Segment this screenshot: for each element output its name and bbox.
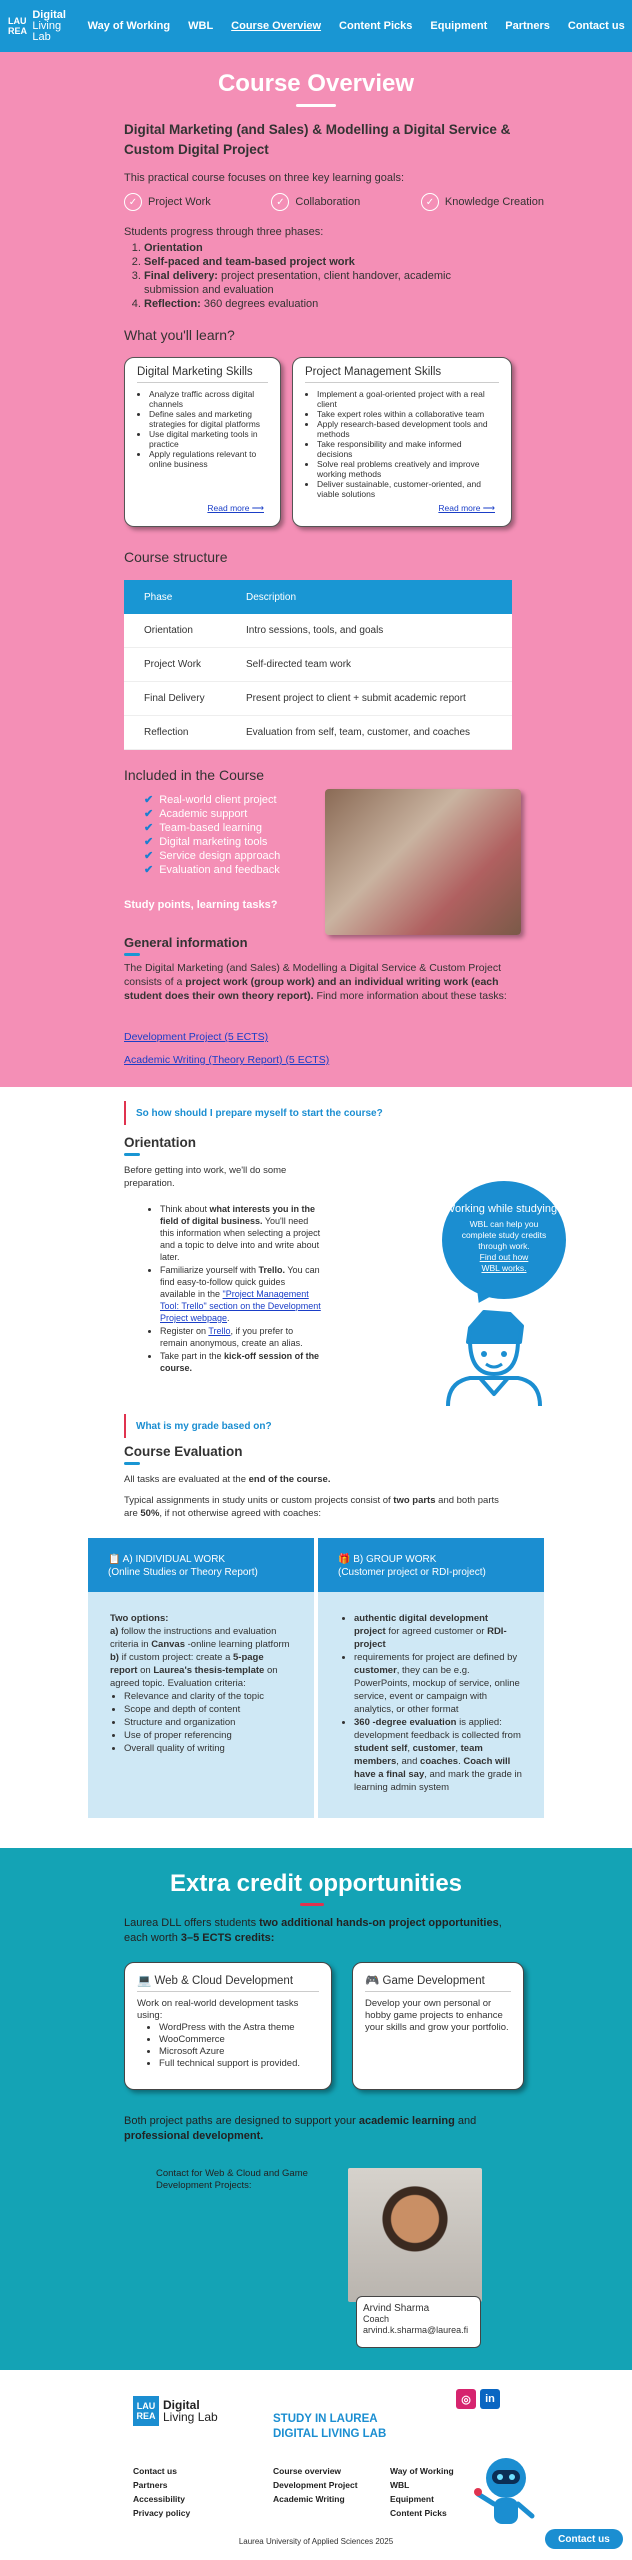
included-heading: Included in the Course	[124, 767, 265, 783]
students-photo	[325, 789, 521, 935]
group-work-panel	[318, 1538, 544, 1818]
skill-item: • Implement a goal-oriented project with a real client	[317, 389, 499, 409]
footer-link[interactable]: WBL	[390, 2480, 410, 2490]
footer-column-3	[390, 2464, 454, 2520]
phase-item: 2. Self-paced and team-based project work	[144, 255, 474, 269]
heading-accent	[124, 1153, 140, 1156]
prep-item: • Take part in the kick-off session of the course.	[160, 1350, 323, 1374]
title-accent	[300, 1903, 324, 1906]
skill-card-digital-marketing	[124, 357, 281, 527]
read-more-link[interactable]: Read more ⟶	[438, 503, 495, 513]
trello-link[interactable]: Trello	[208, 1326, 231, 1336]
footer-link[interactable]: Development Project	[273, 2480, 358, 2490]
header-phase: Phase	[144, 591, 173, 603]
nav-link-course-overview[interactable]: Course Overview	[231, 20, 322, 32]
goal-collaboration	[271, 193, 360, 211]
goal-project-work	[124, 193, 211, 211]
orientation-intro: Before getting into work, we'll do some preparation.	[124, 1165, 287, 1189]
check-icon: ✔	[144, 794, 154, 806]
logo-subtitle: Living Lab	[32, 19, 62, 43]
coach-name: Arvind Sharma	[363, 2303, 430, 2314]
card-title: Digital Marketing Skills	[137, 366, 268, 383]
read-more-link[interactable]: Read more ⟶	[207, 503, 264, 513]
wbl-link[interactable]: Find out how WBL works.	[479, 1252, 529, 1273]
skill-item: • Deliver sustainable, customer-oriented, and viable solutions	[317, 479, 499, 499]
criteria-list: • Relevance and clarity of the topic • Scope and depth of content • Structure and organization • Use of proper referencing • Overall quality of writing	[110, 1690, 292, 1755]
footer-link[interactable]: Content Picks	[390, 2508, 447, 2518]
prep-item: • Think about what interests you in the field of digital business. You'll need this information when selecting a project and a topic to delve into and write about later.	[160, 1203, 323, 1263]
panel-header	[88, 1538, 314, 1592]
panel-body	[318, 1592, 544, 1806]
check-icon: ✔	[144, 850, 154, 862]
extra-credit-title: Extra credit opportunities	[169, 1870, 463, 1897]
logo-text	[32, 10, 71, 43]
coach-card	[356, 2296, 481, 2348]
dll-logo[interactable]	[8, 10, 72, 43]
skill-item: • Solve real problems creatively and improve working methods	[317, 459, 499, 479]
phase-item: 3. Final delivery: project presentation, client handover, academic submission and evaluation	[144, 269, 474, 297]
card-title: 💻 Web & Cloud Development	[137, 1973, 319, 1992]
robot-mascot-icon	[470, 2448, 542, 2534]
skill-item: • Apply regulations relevant to online business	[149, 449, 268, 469]
included-item: ✔ Service design approach	[144, 850, 281, 862]
skill-item: • Analyze traffic across digital channels	[149, 389, 268, 409]
panel-body: Two options: a) follow the instructions and evaluation criteria in Canvas -online learning platform b) if custom project: create a 5-page report on Laurea's thesis-template on agreed topic. Evaluation criteria: • Relevance and clarity of the topic • Scope and depth of content • Structure and organization • Use of proper referencing • Overall quality of writing	[88, 1592, 314, 1767]
panel-header	[318, 1538, 544, 1592]
nav-link-contact-us[interactable]: Contact us	[567, 20, 625, 32]
check-circle-icon: ✓	[271, 193, 289, 211]
included-list	[144, 793, 280, 877]
card-title: 🎮 Game Development	[365, 1973, 511, 1992]
card-title: Project Management Skills	[305, 366, 499, 383]
skill-item: • Take expert roles within a collaborative team	[317, 409, 499, 419]
goal-knowledge-creation	[421, 193, 544, 211]
heading-accent	[124, 953, 140, 956]
nav-link-partners[interactable]: Partners	[505, 20, 550, 32]
contact-label: Contact for Web & Cloud and Game Development Projects:	[156, 2168, 308, 2191]
footer-logo-text: Digital Living Lab	[163, 2398, 218, 2424]
learn-heading: What you'll learn?	[124, 327, 235, 343]
logo-title: Digital	[32, 8, 66, 21]
footer-divider	[0, 2370, 632, 2372]
game-dev-card	[352, 1962, 524, 2090]
included-item: ✔ Team-based learning	[144, 822, 262, 834]
phase-item: 1. Orientation	[144, 241, 474, 255]
study-points-heading[interactable]: Study points, learning tasks?	[124, 899, 278, 911]
grade-question: What is my grade based on?	[124, 1414, 324, 1438]
panel-subtitle: (Customer project or RDI-project)	[338, 1567, 486, 1578]
prep-item: • Familiarize yourself with Trello. You can find easy-to-follow quick guides available in the "Project Management Tool: Trello" section on the Development Project webpage.	[160, 1264, 323, 1324]
table-row: Orientation Intro sessions, tools, and goals	[124, 614, 512, 648]
wbl-speech-bubble	[442, 1181, 566, 1299]
footer-link[interactable]: Equipment	[390, 2494, 434, 2504]
trello-guide-link[interactable]: "Project Management Tool: Trello" section on the Development Project webpage	[160, 1289, 321, 1323]
check-icon: ✔	[144, 864, 154, 876]
panel-title: 📋 A) INDIVIDUAL WORK	[108, 1554, 226, 1565]
included-item: ✔ Evaluation and feedback	[144, 864, 280, 876]
individual-work-panel	[88, 1538, 314, 1818]
nav-link-wbl[interactable]: WBL	[188, 20, 214, 32]
contact-us-button[interactable]: Contact us	[545, 2529, 623, 2549]
skill-item: • Apply research-based development tools and methods	[317, 419, 499, 439]
footer-link[interactable]: Academic Writing	[273, 2494, 345, 2504]
goal-label: Project Work	[148, 196, 211, 208]
panel-subtitle: (Online Studies or Theory Report)	[108, 1567, 258, 1578]
footer-link[interactable]: Privacy policy	[133, 2508, 191, 2518]
title-underline	[296, 104, 336, 107]
included-item: ✔ Academic support	[144, 808, 248, 820]
nav-link-content-picks[interactable]: Content Picks	[339, 20, 413, 32]
course-title: Digital Marketing (and Sales) & Modelling a Digital Service & Custom Digital Project	[124, 122, 511, 157]
group-criteria-list: • authentic digital development project for agreed customer or RDI-project • requirements for project are defined by customer, they can be e.g. PowerPoints, mockup of service, online service, event or campaign with analytics, or other format • 360 -degree evaluation is applied: development feedback is collected from student self, customer, team members, and coaches. Coach will have a final say, and mark the grade in learning admin system	[340, 1612, 522, 1794]
top-navigation	[0, 0, 632, 52]
logo-line-1: LAU	[8, 16, 27, 26]
bubble-title: Working while studying?	[444, 1203, 564, 1215]
footer-link[interactable]: Accessibility	[133, 2494, 185, 2504]
goal-label: Collaboration	[295, 196, 361, 208]
orientation-heading: Orientation	[124, 1135, 197, 1150]
nav-links	[88, 20, 625, 32]
bubble-text: WBL can help you complete study credits through work.	[461, 1219, 547, 1251]
table-row: Final Delivery Present project to client + submit academic report	[124, 682, 512, 716]
evaluation-heading: Course Evaluation	[124, 1444, 243, 1459]
footer-logo[interactable]	[133, 2396, 218, 2426]
skill-list	[305, 389, 499, 499]
phase-item: 4. Reflection: 360 degrees evaluation	[144, 297, 474, 311]
laurea-logo-mark	[8, 11, 28, 41]
footer-study-heading: STUDY IN LAUREA DIGITAL LIVING LAB	[273, 2413, 387, 2440]
nav-link-way-of-working[interactable]: Way of Working	[87, 20, 171, 32]
web-cloud-card	[124, 1962, 332, 2090]
footer-column-1	[133, 2464, 190, 2520]
preparation-list	[160, 1203, 323, 1375]
instagram-icon[interactable]: ◎	[456, 2389, 476, 2409]
laurea-logo-mark: LAU REA	[133, 2396, 159, 2426]
page-title: Course Overview	[217, 70, 415, 97]
check-icon: ✔	[144, 808, 154, 820]
extra-credit-outro: Both project paths are designed to support your academic learning and professional development.	[124, 2115, 477, 2142]
heading-accent	[124, 1462, 140, 1465]
panel-title: 🎁 B) GROUP WORK	[338, 1554, 437, 1565]
intro-text: This practical course focuses on three key learning goals:	[124, 172, 405, 184]
card-body: Work on real-world development tasks using: • WordPress with the Astra theme • WooCommerce • Microsoft Azure • Full technical support is provided.	[137, 1998, 319, 2070]
coach-email[interactable]: arvind.k.sharma@laurea.fi	[363, 2325, 469, 2335]
check-icon: ✔	[144, 836, 154, 848]
learning-goals	[124, 193, 544, 211]
copyright: Laurea University of Applied Sciences 2025	[238, 2537, 394, 2546]
check-icon: ✔	[144, 822, 154, 834]
course-structure-table	[124, 580, 512, 750]
extra-credit-intro: Laurea DLL offers students two additional hands-on project opportunities, each worth 3–5 ECTS credits:	[124, 1917, 502, 1944]
coach-role: Coach	[363, 2314, 390, 2324]
logo-line-2: REA	[8, 26, 28, 36]
development-project-link[interactable]: Development Project (5 ECTS)	[124, 1031, 269, 1043]
footer-link[interactable]: Partners	[133, 2480, 168, 2490]
prep-item: • Register on Trello, if you prefer to remain anonymous, create an alias.	[160, 1325, 323, 1349]
general-info-text: The Digital Marketing (and Sales) & Modelling a Digital Service & Custom Project consists of a project work (group work) and an individual writing work (each student does their own theory report). Find more information about these tasks:	[124, 962, 507, 1002]
nav-link-equipment[interactable]: Equipment	[430, 20, 488, 32]
included-item: ✔ Real-world client project	[144, 794, 277, 806]
skill-card-project-management	[292, 357, 512, 527]
general-info-heading: General information	[124, 935, 248, 950]
goal-label: Knowledge Creation	[444, 196, 544, 208]
footer-link[interactable]: Course overview	[273, 2466, 342, 2476]
table-row: Project Work Self-directed team work	[124, 648, 512, 682]
included-item: ✔ Digital marketing tools	[144, 836, 268, 848]
footer-column-2	[273, 2464, 358, 2506]
phases-list	[144, 241, 474, 311]
phases-intro: Students progress through three phases:	[124, 226, 324, 238]
footer-link[interactable]: Contact us	[133, 2466, 177, 2476]
table-header	[124, 580, 512, 614]
evaluation-parts: Typical assignments in study units or custom projects consist of two parts and both parts are 50%, if not otherwise agreed with coaches:	[124, 1495, 499, 1519]
table-row: Reflection Evaluation from self, team, customer, and coaches	[124, 716, 512, 750]
skill-list	[137, 389, 268, 469]
footer-link[interactable]: Way of Working	[390, 2466, 454, 2476]
skill-item: • Use digital marketing tools in practice	[149, 429, 268, 449]
evaluation-timing: All tasks are evaluated at the end of the course.	[124, 1474, 331, 1485]
structure-heading: Course structure	[124, 549, 228, 565]
card-body: Develop your own personal or hobby game projects to enhance your skills and grow your portfolio.	[365, 1998, 509, 2033]
prepare-question: So how should I prepare myself to start the course?	[124, 1101, 504, 1125]
header-description: Description	[246, 591, 297, 603]
student-avatar-icon	[440, 1302, 546, 1408]
check-circle-icon: ✓	[124, 193, 142, 211]
skill-item: • Take responsibility and make informed decisions	[317, 439, 499, 459]
skill-item: • Define sales and marketing strategies for digital platforms	[149, 409, 268, 429]
academic-writing-link[interactable]: Academic Writing (Theory Report) (5 ECTS)	[124, 1054, 330, 1066]
linkedin-icon[interactable]: in	[480, 2389, 500, 2409]
check-circle-icon: ✓	[421, 193, 439, 211]
coach-photo	[348, 2168, 482, 2302]
